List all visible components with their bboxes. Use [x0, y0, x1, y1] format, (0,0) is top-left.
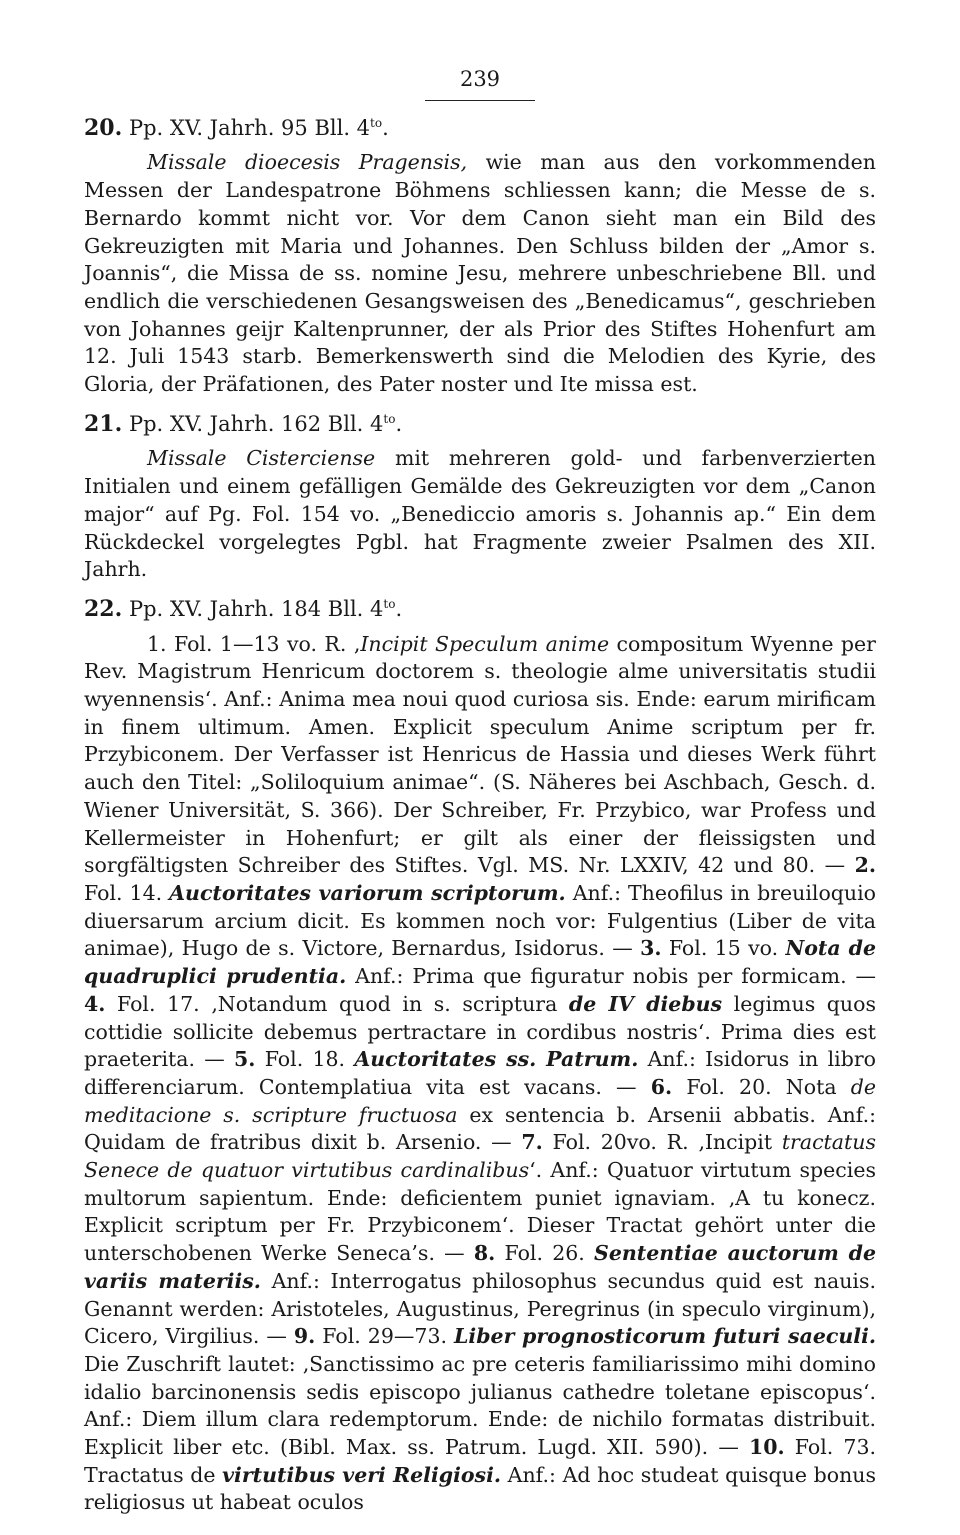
text-segment: Sententiae auctorum de variis materiis. [84, 1241, 876, 1293]
text-segment: legimus quos cottidie sollicite debemus pertractare in cordibus nostris‘. Prima dies est praeterita. — [84, 991, 876, 1072]
entries-list [84, 115, 876, 1517]
format-superscript: to [383, 596, 396, 611]
text-segment: 1. Fol. 1—13 vo. R. ‚ [147, 631, 361, 656]
text-segment: 4. [84, 991, 106, 1016]
text-segment: Anf.: Theofilus in breuiloquio diuersarum arcium dicit. Es kommen noch vor: Fulgentius (Liber de vita animae), Hugo de s. Victore, Bernardus, Isidorus. — [84, 880, 877, 961]
text-segment: Anf.: Interrogatus philosophus secundus quid est nauis. Genannt werden: Aristoteles, Augustinus, Peregrinus (in speculo virginum), Cicero, Virgilius. — [84, 1268, 876, 1349]
text-segment: Fol. 73. Tractatus de [84, 1435, 876, 1487]
entry-description [84, 631, 876, 1518]
format-superscript: to [370, 115, 383, 130]
text-segment: Fol. 14. [84, 880, 170, 905]
entry-head-text: Pp. XV. Jahrh. 162 Bll. 4 [122, 411, 384, 436]
text-segment: Die Zuschrift lautet: ‚Sanctissimo ac pre ceteris familiarissimo mihi domino idalio barcinonensis sedis episcopo julianus cathedre toletane episcopus‘. Anf.: Diem illum clara redemptorum. Ende: de nichilo formatas distribuit. Explicit liber etc. (Bibl. Max. ss. Patrum. Lugd. XII. 590). — [84, 1351, 876, 1460]
text-segment: compositum Wyenne per Rev. Magistrum Henricum doctorem s. theologie alme universitatis studii wyennensis‘. Anf.: Anima mea noui quod curiosa sis. Ende: earum mirificam in finem ultimum. Amen. Explicit speculum Anime scriptum per fr. Przybiconem. Der Verfasser ist Henricus de Hassia und dieses Werk führt auch den Titel: „Soliloquium animae“. (S. Näheres bei Aschbach, Gesch. d. Wiener Universität, S. 366). Der Schreiber, Fr. Przybico, war Profess und Kellermeister in Hohenfurt; er gilt als einer der fleissigsten und sorgfältigsten Schreiber des Stiftes. Vgl. MS. Nr. LXXIV, 42 und 80. — [84, 631, 876, 878]
text-segment: 9. [293, 1324, 316, 1349]
text-segment: Fol. 29—73. [315, 1324, 455, 1349]
text-segment: wie man aus den vorkommenden Messen der Landespatrone Böhmens schliessen kann; die Messe de s. Bernardo kommt nicht vor. Vor dem Canon sieht man ein Bild des Gekreuzigten mit Maria und Johannes. Den Schluss bilden der „Amor s. Joannis“, die Missa de ss. nomine Jesu, mehrere unbeschriebene Bll. und endlich die verschiedenen Gesangsweisen des „Benedicamus“, geschrieben von Johannes geijr Kaltenprunner, der als Prior des Stiftes Hohenfurt am 12. Juli 1543 starb. Bemerkenswerth sind die Melodien des Kyrie, des Gloria, der Präfationen, des Pater noster und Ite missa est. [84, 150, 877, 397]
text-segment: Fol. 17. ‚Notandum quod in s. scriptura [105, 991, 569, 1016]
entry-heading [84, 411, 876, 439]
page-number: 239 [425, 66, 535, 101]
text-segment: Liber prognosticorum futuri saeculi. [454, 1324, 876, 1349]
format-superscript: to [383, 411, 396, 426]
entry-heading [84, 596, 876, 624]
text-segment: Anf.: Isidorus in libro differenciarum. Contemplatiua vita est vacans. — [84, 1047, 877, 1099]
entry-head-tail: . [395, 596, 403, 621]
entry-description [84, 149, 876, 398]
entry-head-tail: . [395, 411, 403, 436]
entry-heading [84, 115, 876, 143]
text-segment: virtutibus veri Religiosi. [222, 1462, 502, 1487]
text-segment: Anf.: Ad hoc studeat quisque bonus religiosus ut habeat oculos [84, 1462, 876, 1515]
text-segment: Incipit Speculum anime [360, 631, 610, 656]
catalogue-page [84, 66, 876, 1517]
text-segment: Fol. 18. [255, 1047, 355, 1072]
text-segment: 3. [640, 936, 662, 961]
text-segment: 6. [650, 1074, 673, 1099]
text-segment: Fol. 20vo. R. ‚Incipit [542, 1130, 782, 1155]
text-segment: Fol. 15 vo. [661, 936, 786, 961]
entry-number: 22. [84, 595, 123, 622]
entry-head-tail: . [382, 115, 389, 140]
entry-description [84, 445, 876, 584]
text-segment: Fol. 26. [495, 1241, 595, 1266]
text-segment: ex sentencia b. Arsenii abbatis. Anf.: Quidam de fratribus dixit b. Arsenio. — [84, 1102, 877, 1155]
text-segment: Nota de quadruplici prudentia. [84, 936, 877, 989]
text-segment: Missale dioecesis Pragensis, [147, 150, 468, 175]
entry-number: 20. [84, 114, 123, 141]
entry-head-text: Pp. XV. Jahrh. 95 Bll. 4 [122, 115, 371, 140]
text-segment: de IV diebus [568, 991, 723, 1016]
text-segment: tractatus Senece de quatuor virtutibus cardinalibus [84, 1130, 876, 1183]
text-segment: Auctoritates variorum scriptorum. [169, 880, 566, 905]
text-segment: Fol. 20. Nota [672, 1074, 851, 1099]
text-segment: 8. [473, 1241, 496, 1266]
text-segment: 2. [854, 853, 876, 878]
text-segment: Anf.: Prima que figuratur nobis per formicam. — [346, 964, 876, 989]
text-segment: ‘. Anf.: Quatuor virtutum species multorum sapientum. Ende: deficientem puniet ignaviam. ‚A tu konecz. Explicit scriptum per Fr. Przybiconem‘. Dieser Tractat gehört unter die unterschobenen Werke Seneca’s. — [84, 1158, 876, 1266]
text-segment: Missale Cisterciense [147, 446, 376, 471]
text-segment: mit mehreren gold- und farbenverzierten Initialen und einem gefälligen Gemälde des Gekreuzigten vor dem „Canon major“ auf Pg. Fol. 154 vo. „Benediccio amoris s. Johannis ap.“ Ein dem Rückdeckel vorgelegtes Pgbl. hat Fragmente zweier Psalmen des XII. Jahrh. [84, 446, 876, 582]
text-segment: de meditacione s. scripture fructuosa [84, 1074, 876, 1127]
entry-head-text: Pp. XV. Jahrh. 184 Bll. 4 [122, 596, 384, 621]
text-segment: 5. [234, 1047, 256, 1072]
text-segment: 10. [748, 1435, 785, 1460]
entry-number: 21. [84, 410, 123, 437]
text-segment: Auctoritates ss. Patrum. [354, 1047, 639, 1072]
text-segment: 7. [521, 1130, 543, 1155]
